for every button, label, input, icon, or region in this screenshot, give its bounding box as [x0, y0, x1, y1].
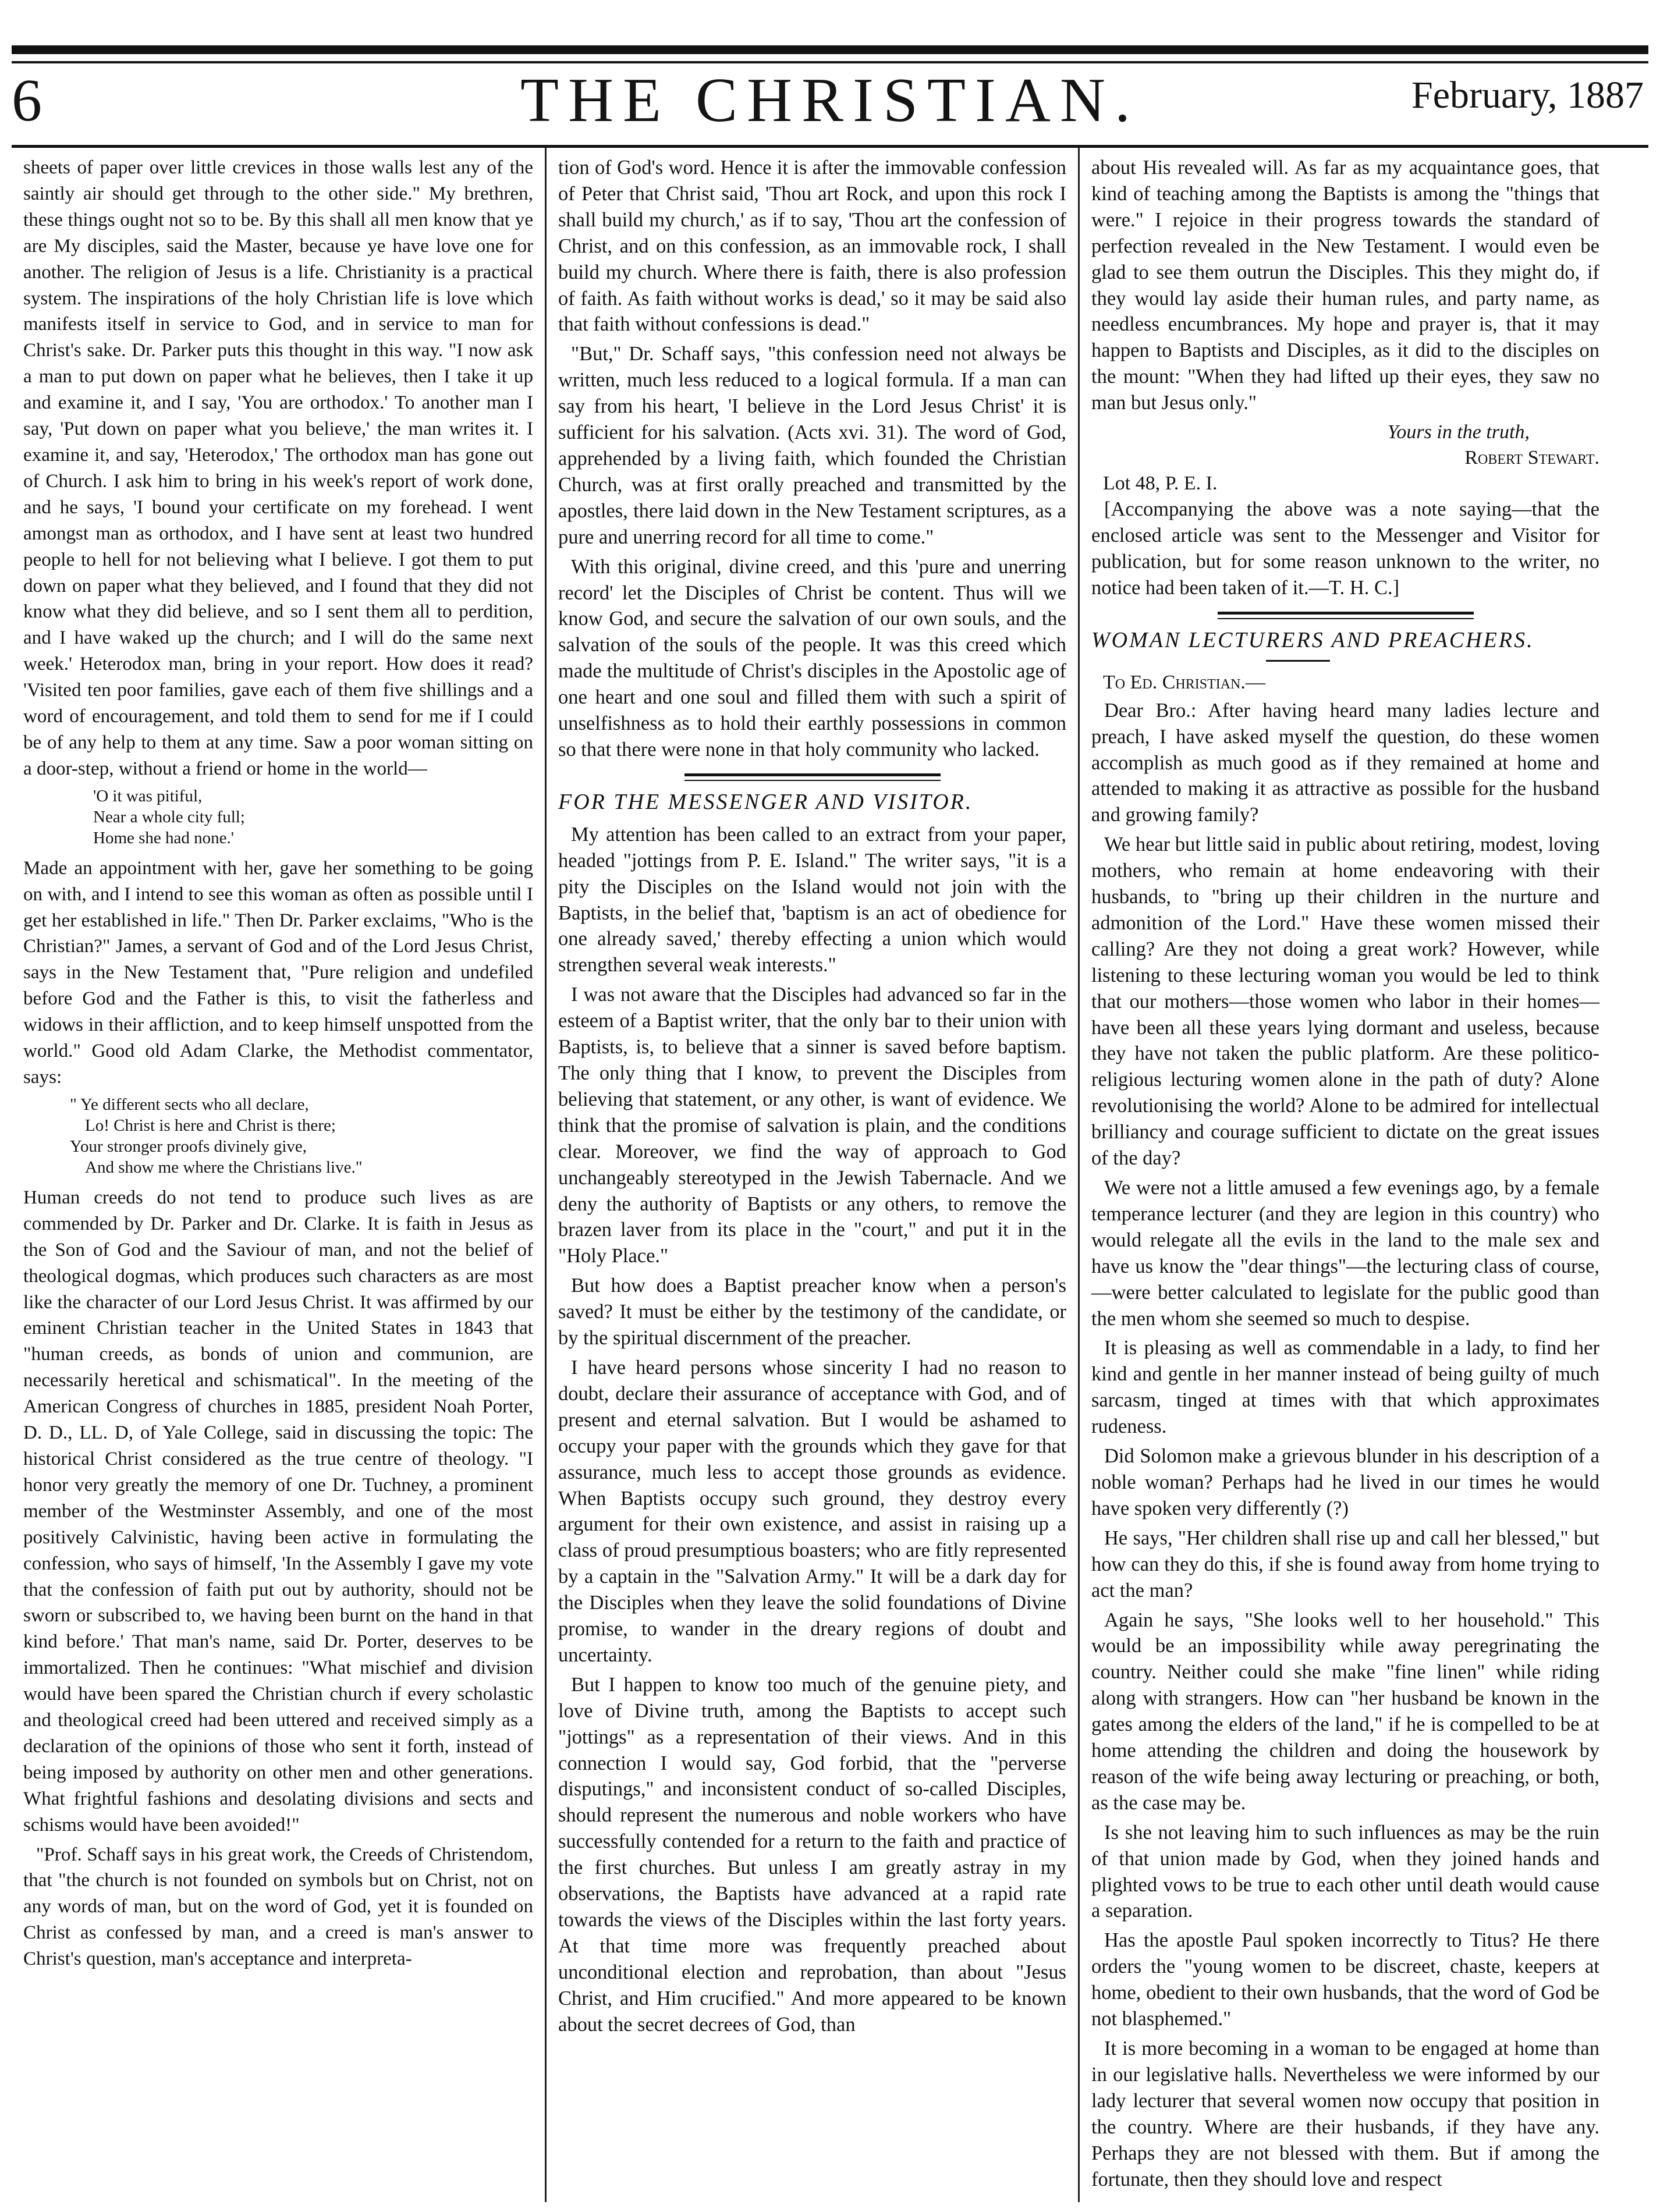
section-divider: [1218, 612, 1474, 619]
verse-line: Lo! Christ is here and Christ is there;: [85, 1116, 336, 1135]
paragraph: With this original, divine creed, and this 'pure and unerring record' let the Disciples of Christ be content. Thus will we know God, and secure the salvation of our own souls, and the salvation of the souls of the people. It was this creed which made the multitude of Christ's disciples in the Apostolic age of one heart and one soul and filled them with such a spirit of unselfishness as to hold their earthly possessions in common so that there were none in that holy community who lacked.: [558, 555, 1066, 761]
verse-pitiful: [93, 786, 533, 848]
issue-date: February, 1887: [1411, 74, 1644, 116]
heading-rule: [1266, 660, 1330, 662]
verse-clarke: [70, 1094, 533, 1178]
paragraph: "But," Dr. Schaff says, "this confession need not always be written, much less reduced to a logical formula. If a man can say from his heart, 'I believe in the Lord Jesus Christ' it is sufficient for his salvation. (Acts xvi. 31). The word of God, apprehended by a living faith, which founded the Christian Church, was at first orally preached and transmitted by the apostles, there laid down in the New Testament scriptures, as a pure and unerring record for all time to come.": [558, 343, 1066, 548]
page-number: 6: [12, 67, 42, 134]
paragraph: It is pleasing as well as commendable in a lady, to find her kind and gentle in her manner instead of being guilty of much sarcasm, tinged at times with that which approximates rudeness.: [1091, 1337, 1599, 1438]
columns: [12, 148, 1648, 2202]
paragraph: Made an appointment with her, gave her something to be going on with, and I intend to see this woman as often as possible until I get her established in life." Then Dr. Parker exclaims, "Who is the Christian?" James, a servant of God and of the Lord Jesus Christ, says in the New Testament that, "Pure religion and undefiled before God and the Father is this, to visit the fatherless and widows in their affliction, and to keep himself unspotted from the world." Good old Adam Clarke, the Methodist commentator, says:: [23, 857, 533, 1088]
letter-place: Lot 48, P. E. I.: [1103, 473, 1218, 495]
column-2: [545, 148, 1078, 2202]
paragraph: tion of God's word. Hence it is after the immovable confession of Peter that Christ said, 'Thou art Rock, and upon this rock I shall build my church,' as if to say, 'Thou art the confession of Christ, and on this confession, as an immovable rock, I shall build my church. Where there is faith, there is also profession of faith. As faith without works is dead,' so it may be said also that faith without confessions is dead.": [558, 157, 1066, 336]
verse-line: Near a whole city full;: [93, 807, 245, 826]
paragraph: We were not a little amused a few evenings ago, by a female temperance lecturer (and they are legion in this country) who would relegate all the evils in the land to the male sex and have us know the "dear things"—the lecturing class of course,—were better calculated to legislate for the public good than the men whom she seemed so much to despise.: [1091, 1177, 1599, 1330]
masthead: [12, 63, 1648, 148]
newspaper-title: THE CHRISTIAN.: [520, 66, 1140, 135]
paragraph: "Prof. Schaff says in his great work, the Creeds of Christendom, that "the church is not founded on symbols but on Christ, not on any words of man, but on the word of God, yet it is founded on Christ as confessed by man, and a creed is man's answer to Christ's question, man's acceptance and interpreta-: [23, 1844, 533, 1970]
paragraph: Is she not leaving him to such influences as may be the ruin of that union made by God, when they joined hands and plighted vows to be true to each other until death would cause a separation.: [1091, 1821, 1599, 1922]
verse-line: " Ye different sects who all declare,: [70, 1095, 309, 1114]
paragraph: Human creeds do not tend to produce such lives as are commended by Dr. Parker and Dr. Clarke. It is faith in Jesus as the Son of God and the Saviour of man, and not the belief of theological dogmas, which produces such characters as are most like the character of our Lord Jesus Christ. It was affirmed by our eminent Christian teacher in the United States in 1843 that "human creeds, as bonds of union and communion, are necessarily heretical and schismatical". In the meeting of the American Congress of churches in 1885, president Noah Porter, D. D., LL. D, of Yale College, said in discussing the topic: The historical Christ considered as the true centre of theology. "I honor very greatly the memory of one Dr. Tuchney, a prominent member of the Westminster Assembly, and one of the most positively Calvinistic, having been active in formulating the confession, who says of himself, 'In the Assembly I gave my vote that the confession of faith put out by authority, should not be sworn or subscribed to, we having been burnt on the hand in that kind before.' That man's name, said Dr. Porter, deserves to be immortalized. Then he continues: "What mischief and division would have been spared the Christian church if every scholastic and theological creed had been uttered and received simply as a declaration of the opinions of those who sent it forth, instead of being imposed by authority on other men and other generations. What frightful fashions and desolating divisions and sects and schisms would have been avoided!": [23, 1187, 533, 1835]
column-3: [1078, 148, 1611, 2202]
top-rule-thick: [12, 45, 1648, 54]
paragraph: I have heard persons whose sincerity I had no reason to doubt, declare their assurance of acceptance with God, and of present and eternal salvation. But I would be ashamed to occupy your paper with the grounds which they gave for that assurance, much less to accept those grounds as evidence. When Baptists occupy such ground, they destroy every argument for their own existence, and assist in raising up a class of proud presumptious boasters; who are fitly represented by a captain in the "Salvation Army." It will be a dark day for the Disciples when they leave the solid foundations of Divine promise, to wander in the dreary regions of doubt and uncertainty.: [558, 1356, 1066, 1666]
editor-note: [Accompanying the above was a note saying—that the enclosed article was sent to the Messenger and Visitor for publication, but for some reason unknown to the writer, no notice had been taken of it.—T. H. C.]: [1091, 498, 1599, 599]
paragraph: Did Solomon make a grievous blunder in his description of a noble woman? Perhaps had he lived in our times he would have spoken very differently (?): [1091, 1445, 1599, 1519]
paragraph: I was not aware that the Disciples had advanced so far in the esteem of a Baptist writer, that the only bar to their union with Baptists, is, to believe that a sinner is saved before baptism. The only thing that I know, to prevent the Disciples from believing that statement, or any other, is want of evidence. We think that the promise of salvation is plain, and the conditions clear. Moreover, we find the way of approach to God unchangeably stereotyped in the Jewish Tabernacle. And we deny the authority of Baptists or any others, to remove the brazen laver from its place in the "court," and put it in the "Holy Place.": [558, 983, 1066, 1267]
paragraph: But how does a Baptist preacher know when a person's saved? It must be either by the testimony of the candidate, or by the spiritual discernment of the preacher.: [558, 1274, 1066, 1350]
section-divider: [684, 773, 941, 781]
paragraph: It is more becoming in a woman to be engaged at home than in our legislative halls. Nevertheless we were informed by our lady lecturer that several women now occupy that position in the country. Where are their husbands, if they have any. Perhaps they are not blessed with them. But if among the fortunate, then they should love and respect: [1091, 2037, 1599, 2190]
paragraph: He says, "Her children shall rise up and call her blessed," but how can they do this, if she is found away from home trying to act the man?: [1091, 1526, 1599, 1602]
verse-line: 'O it was pitiful,: [93, 786, 203, 805]
column-1: [12, 148, 545, 2202]
paragraph: Again he says, "She looks well to her household." This would be an impossibility while away peregrinating the country. Neither could she make "fine linen" while riding along with strangers. How can "her husband be known in the gates among the elders of the land," if he is compelled to be at home attending the children and doing the housework by reason of the wife being away lecturing or preaching, or both, as the case may be.: [1091, 1609, 1599, 1814]
paragraph: about His revealed will. As far as my acquaintance goes, that kind of teaching among the Baptists is among the "things that were." I rejoice in their progress towards the standard of perfection revealed in the New Testament. I would even be glad to see them outrun the Disciples. This they might do, if they would lay aside their human rules, and party name, as needless encumbrances. My hope and prayer is, that it may happen to Baptists and Disciples, as it did to the disciples on the mount: "When they had lifted up their eyes, they saw no man but Jesus only.": [1091, 157, 1599, 414]
letter-signature: Robert Stewart.: [1464, 447, 1599, 469]
salutation: To Ed. Christian.—: [1103, 671, 1265, 693]
paragraph: sheets of paper over little crevices in those walls lest any of the saintly air should get through to the other side." My brethren, these things ought not so to be. By this shall all men know that ye are My disciples, said the Master, because ye have love one for another. The religion of Jesus is a life. Christianity is a practical system. The inspirations of the holy Christian life is love which manifests itself in service to God, and in service to man for Christ's sake. Dr. Parker puts this thought in this way. "I now ask a man to put down on paper what he believes, then I take it up and examine it, and I say, 'You are orthodox.' To another man I say, 'Put down on paper what you believe,' the man writes it. I examine it, and say, 'Heterodox,' The orthodox man has gone out of Church. I ask him to bring in his week's report of work done, and he says, 'I bound your certificate on my forehead. I went amongst man as orthodox, and I have sent at least two hundred people to hell for not believing what I believe. I got them to put down on paper what they believed, and I found that they did not know what they did believe, and so I sent them all to perdition, and I have waked up the church; and I will do the same next week.' Heterodox man, bring in your report. How does it read? 'Visited ten poor families, gave each of them five shillings and a word of encouragement, and told them to send for me if I could be of any help to them at any time. Saw a poor woman sitting on a door-step, without a friend or home in the world—: [23, 157, 533, 779]
article-heading: FOR THE MESSENGER AND VISITOR.: [558, 789, 973, 814]
paragraph: Has the apostle Paul spoken incorrectly to Titus? He there orders the "young women to be discreet, chaste, keepers at home, obedient to their own husbands, that the word of God be not blasphemed.": [1091, 1929, 1599, 2030]
verse-line: Home she had none.': [93, 828, 234, 847]
paragraph: But I happen to know too much of the genuine piety, and love of Divine truth, among the Baptists to accept such "jottings" as a representation of their views. And in this connection I would say, God forbid, that the "perverse disputings," and inconsistent conduct of so-called Disciples, should represent the numerous and noble workers who have successfully contended for a return to the faith and practice of the first churches. But unless I am greatly astray in my observations, the Baptists have advanced at a rapid rate towards the views of the Disciples within the last forty years. At that time more was frequently preached about unconditional election and reprobation, than about "Jesus Christ, and Him crucified." And more appeared to be known about the secret decrees of God, than: [558, 1673, 1066, 2036]
paragraph: Dear Bro.: After having heard many ladies lecture and preach, I have asked myself the question, do these women accomplish as much good as if they remained at home and attended to making it as attractive as possible for the husband and growing family?: [1091, 699, 1599, 826]
verse-line: And show me where the Christians live.": [85, 1158, 363, 1177]
paragraph: We hear but little said in public about retiring, modest, loving mothers, who remain at home endeavoring with their husbands, to "bring up their children in the nurture and admonition of the Lord." Have these women missed their calling? Are they not doing a great work? However, while listening to these lecturing woman you would be led to think that our mothers—those women who labor in their homes—have been all these years lying dormant and useless, because they have not taken the public platform. Are these politico-religious lecturing women alone in the path of duty? Alone revolutionising the world? Alone to be admired for intellectual brilliancy and courage sufficient to dictate on the great issues of the day?: [1091, 833, 1599, 1170]
letter-closing: Yours in the truth,: [1387, 421, 1530, 443]
paragraph: My attention has been called to an extract from your paper, headed "jottings from P. E. Island." The writer says, "it is a pity the Disciples on the Island would not join with the Baptists, in the belief that, 'baptism is an act of obedience for one already saved,' thereby effecting a union which would strengthen several weak interests.": [558, 823, 1066, 977]
verse-line: Your stronger proofs divinely give,: [70, 1137, 307, 1156]
article-heading: WOMAN LECTURERS AND PREACHERS.: [1091, 627, 1534, 652]
